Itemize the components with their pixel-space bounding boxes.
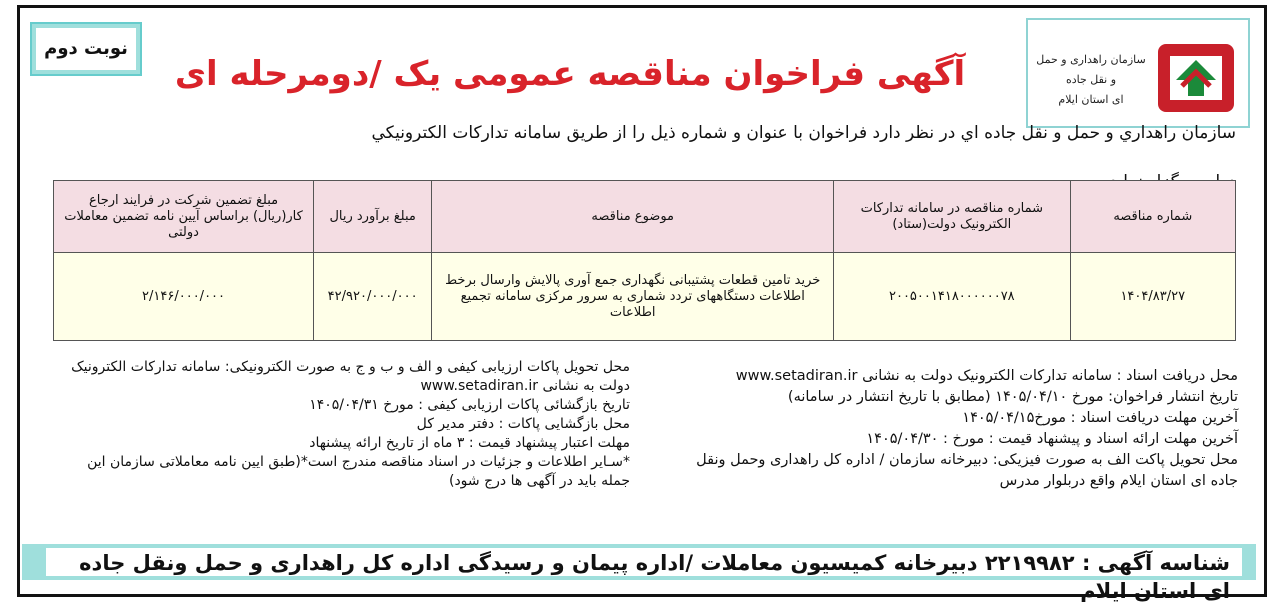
organization-name-line2: ای استان ایلام [1058,93,1124,106]
setad-number-cell: ۲۰۰۵۰۰۱۴۱۸۰۰۰۰۰۰۷۸ [834,253,1070,341]
ad-id: شناسه آگهی : ۲۲۱۹۹۸۲ [984,551,1230,575]
guarantee-amount-cell: ۲/۱۴۶/۰۰۰/۰۰۰ [54,253,314,341]
detail-line: دولت به نشانی www.setadiran.ir [420,378,630,394]
tender-number-cell: ۱۴۰۴/۸۳/۲۷ [1070,253,1235,341]
table-row [54,253,1236,341]
office-text: دبیرخانه کمیسیون معاملات /اداره پیمان و رسیدگی اداره کل راهداری و حمل ونقل جاده ای استان ایلام [79,551,1230,602]
details-left [40,358,630,491]
detail-line: آخرین مهلت دریافت اسناد : مورخ۱۴۰۵/۰۴/۱۵ [962,410,1238,426]
detail-line: مهلت اعتبار پیشنهاد قیمت : ۳ ماه از تاریخ ارائه پیشنهاد [309,435,630,451]
tender-subject-cell: خرید تامین قطعات پشتیبانی نگهداری جمع آوری پالایش وارسال برخط اطلاعات دستگاههای تردد شماری به سرور مرکزی سامانه تجمیع اطلاعات [432,253,834,341]
detail-line: تاریخ انتشار فراخوان: مورخ ۱۴۰۵/۰۴/۱۰ (مطابق با تاریخ انتشار در سامانه) [787,389,1238,405]
detail-line: محل تحویل پاکت الف به صورت فیزیکی: دبیرخانه سازمان / اداره کل راهداری وحمل ونقل [696,452,1238,468]
footer-separator [978,551,985,575]
table-header-cell: مبلغ تضمین شرکت در فرایند ارجاع کار(ریال) براساس آیین نامه تضمین معاملات دولتی [54,181,314,253]
estimated-amount-cell: ۴۲/۹۲۰/۰۰۰/۰۰۰ [314,253,432,341]
detail-line: محل بازگشایی پاکات : دفتر مدیر کل [416,416,630,432]
organization-logo-icon [1156,38,1236,118]
table-header-cell: شماره مناقصه در سامانه تدارکات الکترونیک دولت(ستاد) [834,181,1070,253]
detail-line: محل دریافت اسناد : سامانه تدارکات الکترونیک دولت به نشانی www.setadiran.ir [735,368,1238,384]
detail-line: آخرین مهلت ارائه اسناد و پیشنهاد قیمت : مورخ : ۱۴۰۵/۰۴/۳۰ [866,431,1238,447]
detail-line: محل تحویل پاکات ارزیابی کیفی و الف و ب و ج به صورت الکترونیکی: سامانه تدارکات الکترونیک [71,359,630,375]
tender-table [53,180,1236,341]
detail-line: جمله باید در آگهی ها درج شود) [448,473,630,489]
footer-text [70,549,1230,602]
page-title: آگهی فراخوان مناقصه عمومی یک /دومرحله ای [174,54,966,94]
round-badge [30,22,142,76]
table-header-cell: مبلغ برآورد ریال [314,181,432,253]
organization-name [1036,50,1146,110]
round-label: نوبت دوم [36,28,136,70]
detail-line: جاده ای استان ایلام واقع دربلوار مدرس [999,473,1238,489]
detail-line: *سـایر اطلاعات و جزئیات در اسناد مناقصه مندرج است*(طبق ایین نامه معاملاتی سازمان این [87,454,630,470]
organization-name-line1: سازمان راهداری و حمل و نقل جاده [1036,53,1146,86]
intro-text: سازمان راهداري و حمل و نقل جاده اي در نظر دارد فراخوان با عنوان و شماره ذيل را از طريق سامانه تداركات الكترونيكي [371,123,1236,143]
organization-logo-box [1026,18,1250,128]
table-header-row [54,181,1236,253]
table-header-cell: شماره مناقصه [1070,181,1235,253]
details-right [640,366,1238,492]
table-header-cell: موضوع مناقصه [432,181,834,253]
detail-line: تاریخ بازگشائی پاکات ارزیابی کیفی : مورخ ۱۴۰۵/۰۴/۳۱ [309,397,630,413]
